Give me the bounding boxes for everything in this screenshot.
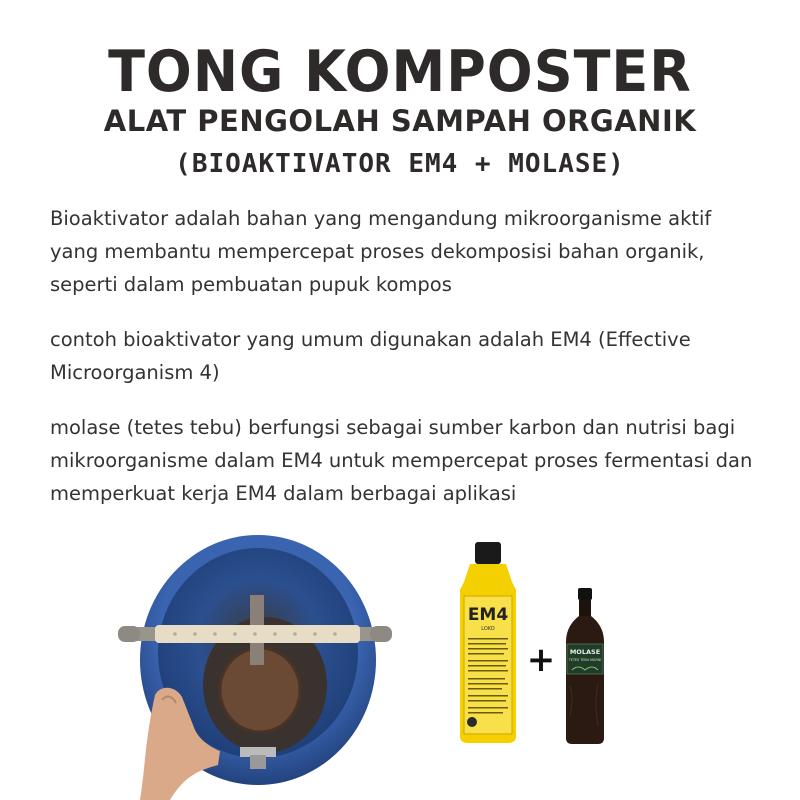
tagline: (BIOAKTIVATOR EM4 + MOLASE) — [175, 149, 625, 179]
main-title: TONG KOMPOSTER — [108, 38, 692, 105]
paragraph-bioaktivator: Bioaktivator adalah bahan yang mengandung mikroorganisme aktif yang membantu mempercepat proses dekomposisi bahan organik, seperti dalam pembuatan pupuk kompos — [50, 207, 712, 296]
em4-bottle-sublabel: LOKO — [481, 626, 495, 632]
subtitle: ALAT PENGOLAH SAMPAH ORGANIK — [103, 104, 697, 138]
molase-bottle-image — [560, 586, 610, 746]
paragraph-molase: molase (tetes tebu) berfungsi sebagai sumber karbon dan nutrisi bagi mikroorganisme dalam EM4 untuk mempercepat proses fermentasi dan memperkuat kerja EM4 dalam berbagai aplikasi — [50, 416, 753, 505]
compost-bin-image — [100, 525, 420, 800]
em4-bottle-image — [448, 540, 528, 745]
plus-sign: + — [526, 640, 556, 680]
molase-bottle-sublabel: TETES TEBU MURNI — [568, 658, 602, 662]
paragraph-em4: contoh bioaktivator yang umum digunakan adalah EM4 (Effective Microorganism 4) — [50, 328, 691, 384]
em4-bottle-label: EM4 — [467, 605, 509, 625]
molase-bottle-label: MOLASE — [569, 648, 601, 656]
